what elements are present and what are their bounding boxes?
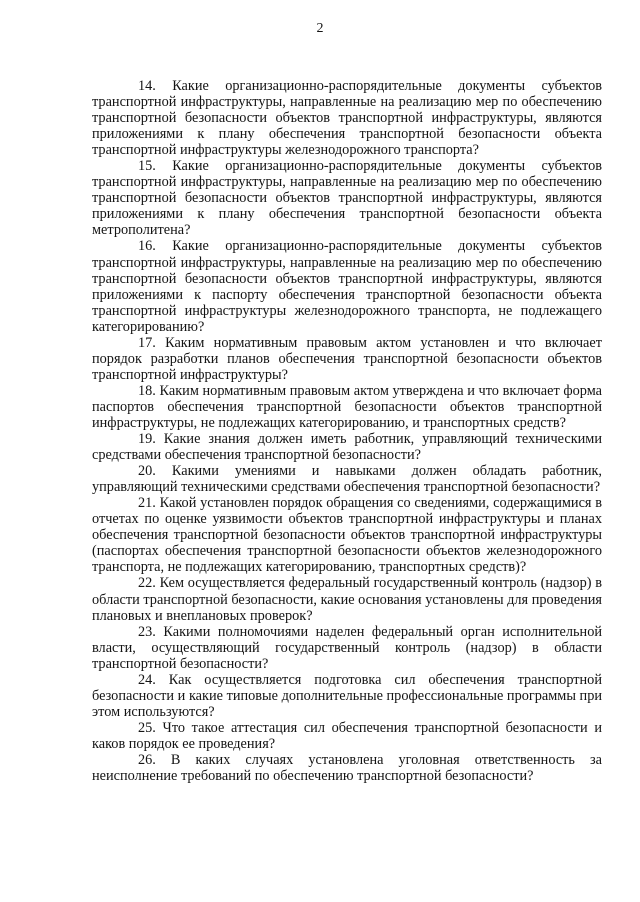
question-item: 25. Что такое аттестация сил обеспечения транспортной безопасности и каков порядок ее проведения? [92, 719, 602, 752]
question-item: 21. Какой установлен порядок обращения со сведениями, содержащимися в отчетах по оценке уязвимости объектов транспортной инфраструктуры и планах обеспечения транспортной безопасности объектов транспортной инфраструктуры (паспортах обеспечения транспортной безопасности объектов железнодорожного транспорта, не подлежащих категорированию, транспортных средств)? [92, 495, 602, 576]
question-item: 23. Какими полномочиями наделен федеральный орган исполнительной власти, осуществляющий государственный контроль (надзор) в области транспортной безопасности? [92, 623, 602, 672]
questions-list [92, 78, 602, 784]
question-item: 15. Какие организационно-распорядительные документы субъектов транспортной инфраструктуры, направленные на реализацию мер по обеспечению транспортной безопасности объектов транспортной инфраструктуры, являются приложениями к плану обеспечения транспортной безопасности объекта метрополитена? [92, 158, 602, 239]
question-item: 18. Каким нормативным правовым актом утверждена и что включает форма паспортов обеспечения транспортной безопасности объектов транспортной инфраструктуры, не подлежащих категорированию, и транспортных средств? [92, 382, 602, 431]
page-number: 2 [316, 21, 324, 36]
question-item: 14. Какие организационно-распорядительные документы субъектов транспортной инфраструктуры, направленные на реализацию мер по обеспечению транспортной безопасности объектов транспортной инфраструктуры, являются приложениями к плану обеспечения транспортной безопасности объекта транспортной инфраструктуры железнодорожного транспорта? [92, 78, 602, 159]
question-item: 16. Какие организационно-распорядительные документы субъектов транспортной инфраструктуры, направленные на реализацию мер по обеспечению транспортной безопасности объектов транспортной инфраструктуры, являются приложениями к паспорту обеспечения транспортной безопасности объекта транспортной инфраструктуры железнодорожного транспорта, не подлежащего категорированию? [92, 238, 602, 335]
question-item: 22. Кем осуществляется федеральный государственный контроль (надзор) в области транспортной безопасности, какие основания установлены для проведения плановых и внеплановых проверок? [92, 575, 602, 624]
question-item: 19. Какие знания должен иметь работник, управляющий техническими средствами обеспечения транспортной безопасности? [92, 431, 602, 464]
question-item: 26. В каких случаях установлена уголовная ответственность за неисполнение требований по обеспечению транспортной безопасности? [92, 751, 602, 785]
question-item: 24. Как осуществляется подготовка сил обеспечения транспортной безопасности и какие типовые дополнительные профессиональные программы при этом используются? [92, 671, 602, 720]
question-item: 17. Каким нормативным правовым актом установлен и что включает порядок разработки планов обеспечения транспортной безопасности объектов транспортной инфраструктуры? [92, 334, 602, 383]
question-item: 20. Какими умениями и навыками должен обладать работник, управляющий техническими средствами обеспечения транспортной безопасности? [92, 463, 602, 496]
